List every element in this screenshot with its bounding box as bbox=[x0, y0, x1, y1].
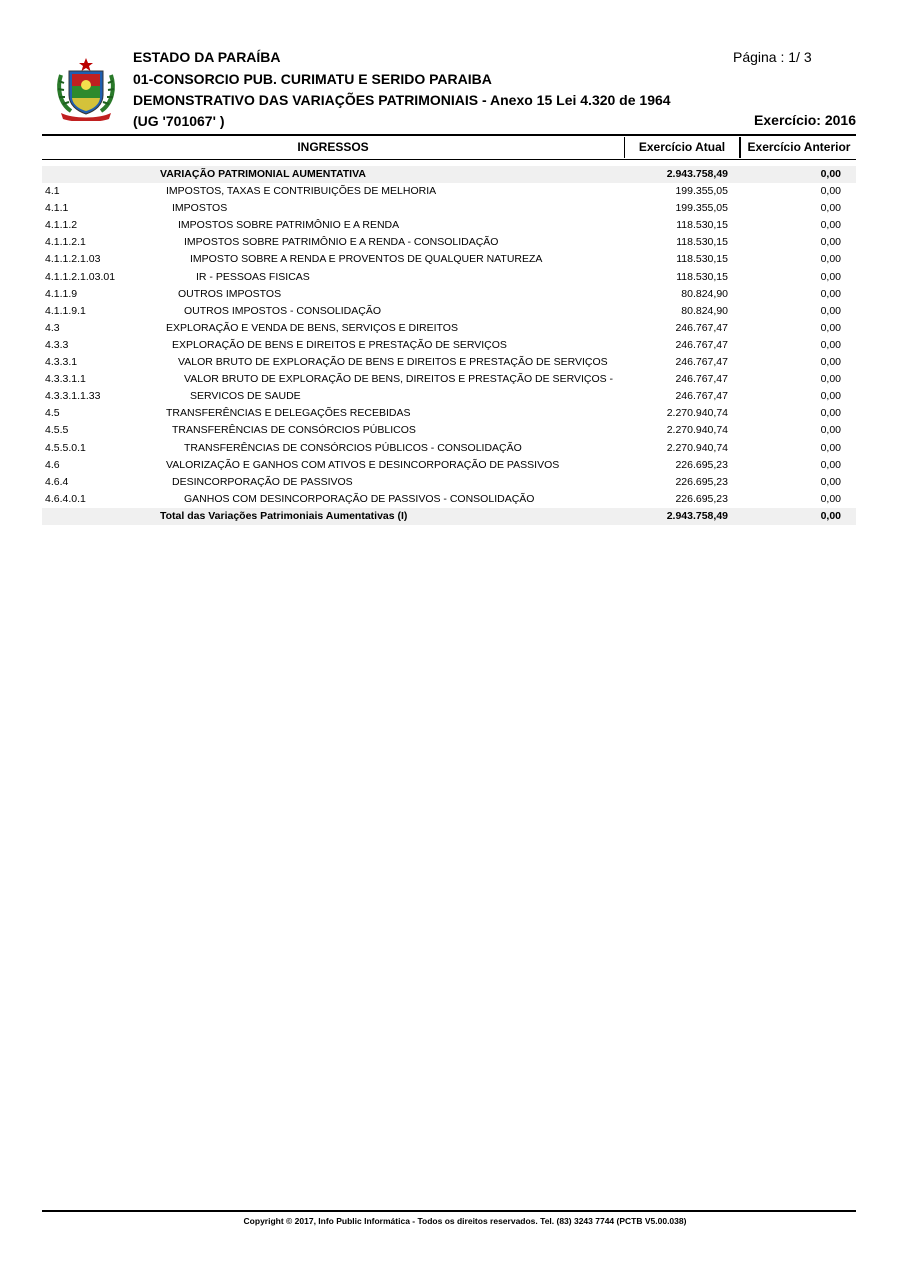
row-code: 4.3.3.1.1 bbox=[45, 373, 86, 386]
row-exercicio-anterior: 0,00 bbox=[820, 270, 841, 283]
row-exercicio-atual: 118.530,15 bbox=[676, 219, 728, 232]
row-exercicio-anterior: 0,00 bbox=[820, 390, 841, 403]
row-exercicio-anterior: 0,00 bbox=[820, 475, 841, 488]
total-anterior: 0,00 bbox=[820, 509, 841, 522]
row-exercicio-atual: 246.767,47 bbox=[675, 390, 728, 403]
row-exercicio-anterior: 0,00 bbox=[820, 185, 841, 198]
row-exercicio-atual: 80.824,90 bbox=[681, 304, 728, 317]
row-exercicio-anterior: 0,00 bbox=[820, 373, 841, 386]
row-code: 4.5 bbox=[45, 407, 60, 420]
row-exercicio-atual: 246.767,47 bbox=[675, 373, 728, 386]
row-code: 4.1.1.2 bbox=[45, 219, 78, 232]
table-row bbox=[42, 234, 856, 251]
row-exercicio-anterior: 0,00 bbox=[820, 356, 841, 369]
row-code: 4.1.1.2.1.03 bbox=[45, 253, 101, 266]
row-description: IMPOSTOS SOBRE PATRIMÔNIO E A RENDA bbox=[178, 219, 400, 232]
row-exercicio-anterior: 0,00 bbox=[820, 304, 841, 317]
row-code: 4.1.1.9.1 bbox=[45, 304, 86, 317]
row-description: OUTROS IMPOSTOS bbox=[178, 287, 282, 300]
table-row bbox=[42, 183, 856, 200]
row-code: 4.6.4.0.1 bbox=[45, 492, 86, 505]
row-exercicio-atual: 118.530,15 bbox=[676, 236, 728, 249]
row-code: 4.1.1.9 bbox=[45, 287, 78, 300]
row-exercicio-atual: 246.767,47 bbox=[675, 356, 728, 369]
table-row bbox=[42, 371, 856, 388]
row-description: IMPOSTOS SOBRE PATRIMÔNIO E A RENDA - CONSOLIDAÇÃO bbox=[184, 236, 499, 249]
section-desc: VARIAÇÃO PATRIMONIAL AUMENTATIVA bbox=[160, 168, 366, 180]
row-exercicio-anterior: 0,00 bbox=[820, 202, 841, 215]
row-exercicio-atual: 118.530,15 bbox=[676, 253, 728, 266]
header-report-title: DEMONSTRATIVO DAS VARIAÇÕES PATRIMONIAIS - Anexo 15 Lei 4.320 de 1964 bbox=[133, 92, 671, 108]
table-row bbox=[42, 457, 856, 474]
row-description: GANHOS COM DESINCORPORAÇÃO DE PASSIVOS - CONSOLIDAÇÃO bbox=[184, 492, 535, 505]
total-desc: Total das Variações Patrimoniais Aumentativas (I) bbox=[160, 509, 408, 522]
footer-copyright: Copyright © 2017, Info Public Informática - Todos os direitos reservados. Tel. (83) 3243 7744 (PCTB V5.00.038) bbox=[243, 1216, 687, 1226]
row-description: IR - PESSOAS FISICAS bbox=[196, 270, 310, 283]
table-row bbox=[42, 405, 856, 422]
row-exercicio-atual: 2.270.940,74 bbox=[666, 424, 728, 437]
row-code: 4.5.5 bbox=[45, 424, 69, 437]
table-row bbox=[42, 303, 856, 320]
row-exercicio-atual: 226.695,23 bbox=[675, 475, 728, 488]
row-description: IMPOSTO SOBRE A RENDA E PROVENTOS DE QUALQUER NATUREZA bbox=[190, 253, 543, 266]
column-header-exercicio-atual: Exercício Atual bbox=[624, 137, 740, 158]
row-exercicio-atual: 246.767,47 bbox=[675, 338, 728, 351]
table-row bbox=[42, 474, 856, 491]
table-header-divider bbox=[42, 159, 856, 160]
row-exercicio-anterior: 0,00 bbox=[820, 441, 841, 454]
row-exercicio-atual: 80.824,90 bbox=[681, 287, 728, 300]
table-row bbox=[42, 440, 856, 457]
row-exercicio-atual: 118.530,15 bbox=[676, 270, 728, 283]
row-description: DESINCORPORAÇÃO DE PASSIVOS bbox=[172, 475, 353, 488]
row-exercicio-atual: 199.355,05 bbox=[675, 185, 728, 198]
table-row bbox=[42, 491, 856, 508]
row-exercicio-anterior: 0,00 bbox=[820, 458, 841, 471]
row-exercicio-anterior: 0,00 bbox=[820, 321, 841, 334]
footer-divider bbox=[42, 1210, 856, 1212]
total-row bbox=[42, 508, 856, 525]
row-exercicio-atual: 2.270.940,74 bbox=[666, 441, 728, 454]
exercise-year: Exercício: 2016 bbox=[754, 112, 856, 128]
header-divider bbox=[42, 134, 856, 136]
table-row bbox=[42, 269, 856, 286]
column-header-ingressos: INGRESSOS bbox=[297, 140, 369, 154]
row-description: VALOR BRUTO DE EXPLORAÇÃO DE BENS, DIREITOS E PRESTAÇÃO DE SERVIÇOS - bbox=[184, 373, 614, 386]
page-number: Página : 1/ 3 bbox=[733, 49, 812, 65]
row-code: 4.3 bbox=[45, 321, 60, 334]
row-code: 4.5.5.0.1 bbox=[45, 441, 86, 454]
table-body bbox=[42, 166, 856, 525]
row-code: 4.1.1.2.1.03.01 bbox=[45, 270, 116, 283]
section-row bbox=[42, 166, 856, 183]
row-description: IMPOSTOS, TAXAS E CONTRIBUIÇÕES DE MELHORIA bbox=[166, 185, 437, 198]
table-row bbox=[42, 422, 856, 439]
row-description: OUTROS IMPOSTOS - CONSOLIDAÇÃO bbox=[184, 304, 381, 317]
row-exercicio-atual: 246.767,47 bbox=[675, 321, 728, 334]
row-code: 4.3.3.1.1.33 bbox=[45, 390, 101, 403]
table-row bbox=[42, 217, 856, 234]
row-description: TRANSFERÊNCIAS DE CONSÓRCIOS PÚBLICOS - CONSOLIDAÇÃO bbox=[184, 441, 522, 454]
section-anterior: 0,00 bbox=[820, 168, 841, 180]
row-description: VALOR BRUTO DE EXPLORAÇÃO DE BENS E DIREITOS E PRESTAÇÃO DE SERVIÇOS bbox=[178, 356, 608, 369]
table-row bbox=[42, 337, 856, 354]
table-row bbox=[42, 251, 856, 268]
row-code: 4.6 bbox=[45, 458, 60, 471]
row-code: 4.3.3.1 bbox=[45, 356, 78, 369]
row-description: EXPLORAÇÃO DE BENS E DIREITOS E PRESTAÇÃO DE SERVIÇOS bbox=[172, 338, 507, 351]
row-exercicio-anterior: 0,00 bbox=[820, 492, 841, 505]
table-row bbox=[42, 286, 856, 303]
row-exercicio-atual: 2.270.940,74 bbox=[666, 407, 728, 420]
table-row bbox=[42, 388, 856, 405]
row-code: 4.1 bbox=[45, 185, 60, 198]
row-exercicio-anterior: 0,00 bbox=[820, 219, 841, 232]
row-exercicio-atual: 226.695,23 bbox=[675, 458, 728, 471]
column-header-exercicio-anterior: Exercício Anterior bbox=[740, 137, 857, 158]
section-atual: 2.943.758,49 bbox=[666, 168, 728, 180]
row-exercicio-atual: 199.355,05 bbox=[675, 202, 728, 215]
table-header bbox=[42, 137, 856, 159]
row-description: VALORIZAÇÃO E GANHOS COM ATIVOS E DESINCORPORAÇÃO DE PASSIVOS bbox=[166, 458, 560, 471]
table-row bbox=[42, 320, 856, 337]
row-exercicio-anterior: 0,00 bbox=[820, 424, 841, 437]
row-code: 4.6.4 bbox=[45, 475, 69, 488]
row-exercicio-anterior: 0,00 bbox=[820, 407, 841, 420]
header-entity: 01-CONSORCIO PUB. CURIMATU E SERIDO PARAIBA bbox=[133, 71, 492, 87]
row-description: EXPLORAÇÃO E VENDA DE BENS, SERVIÇOS E DIREITOS bbox=[166, 321, 458, 334]
state-crest-logo bbox=[55, 57, 117, 121]
row-exercicio-atual: 226.695,23 bbox=[675, 492, 728, 505]
row-exercicio-anterior: 0,00 bbox=[820, 253, 841, 266]
row-description: TRANSFERÊNCIAS DE CONSÓRCIOS PÚBLICOS bbox=[172, 424, 416, 437]
row-description: IMPOSTOS bbox=[172, 202, 228, 215]
row-description: TRANSFERÊNCIAS E DELEGAÇÕES RECEBIDAS bbox=[166, 407, 411, 420]
row-code: 4.1.1.2.1 bbox=[45, 236, 86, 249]
row-description: SERVICOS DE SAUDE bbox=[190, 390, 301, 403]
total-atual: 2.943.758,49 bbox=[666, 509, 728, 522]
header-ug: (UG '701067' ) bbox=[133, 113, 225, 129]
row-code: 4.1.1 bbox=[45, 202, 69, 215]
row-exercicio-anterior: 0,00 bbox=[820, 338, 841, 351]
row-exercicio-anterior: 0,00 bbox=[820, 287, 841, 300]
table-row bbox=[42, 200, 856, 217]
header-state: ESTADO DA PARAÍBA bbox=[133, 49, 281, 65]
table-row bbox=[42, 354, 856, 371]
row-code: 4.3.3 bbox=[45, 338, 69, 351]
row-exercicio-anterior: 0,00 bbox=[820, 236, 841, 249]
